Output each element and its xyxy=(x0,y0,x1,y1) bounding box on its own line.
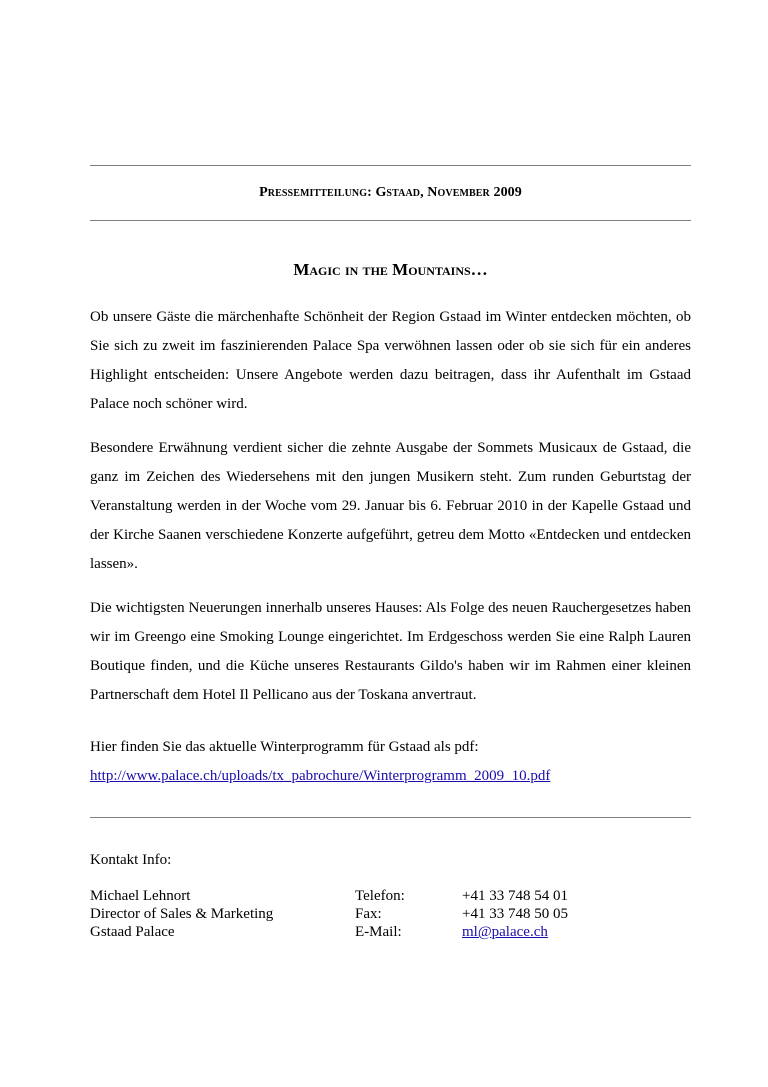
paragraph-intro: Ob unsere Gäste die märchenhafte Schönheit der Region Gstaad im Winter entdecken möchten, ob Sie sich zu zweit im faszinierenden Palace Spa verwöhnen lassen oder ob sie sich für ein anderes Highlight entscheiden: Unsere Angebote werden dazu beitragen, dass ihr Aufenthalt im Gstaad Palace noch schöner wird. xyxy=(90,309,691,412)
contact-row xyxy=(90,905,691,923)
pdf-intro-text: Hier finden Sie das aktuelle Winterprogramm für Gstaad als pdf: xyxy=(90,739,479,755)
paragraph-sommets-musicaux: Besondere Erwähnung verdient sicher die zehnte Ausgabe der Sommets Musicaux de Gstaad, die ganz im Zeichen des Wiedersehens mit den jungen Musikern steht. Zum runden Geburtstag der Veranstaltung werden in der Woche vom 29. Januar bis 6. Februar 2010 in der Kapelle Gstaad und der Kirche Saanen verschiedene Konzerte aufgeführt, getreu dem Motto «Entdecken und entdecken lassen». xyxy=(90,440,691,572)
contact-row xyxy=(90,887,691,905)
press-release-page xyxy=(90,0,691,1087)
contact-company: Gstaad Palace xyxy=(90,924,175,940)
fax-label: Fax: xyxy=(355,906,382,922)
email-label: E-Mail: xyxy=(355,924,402,940)
headline: Magic in the Mountains… xyxy=(293,260,488,279)
fax-value: +41 33 748 50 05 xyxy=(462,906,568,922)
contact-divider xyxy=(90,817,691,818)
pdf-section xyxy=(90,733,691,791)
top-divider xyxy=(90,165,691,166)
contact-row xyxy=(90,923,691,941)
header-divider xyxy=(90,220,691,221)
contact-title: Kontakt Info: xyxy=(90,852,172,868)
paragraph-news: Die wichtigsten Neuerungen innerhalb unseres Hauses: Als Folge des neuen Rauchergesetzes haben wir im Greengo eine Smoking Lounge eingerichtet. Im Erdgeschoss werden Sie eine Ralph Lauren Boutique finden, und die Küche unseres Restaurants Gildo's haben wir im Rahmen einer kleinen Partnerschaft dem Hotel Il Pellicano aus der Toskana anvertraut. xyxy=(90,600,691,703)
press-release-dateline: Pressemitteilung: Gstaad, November 2009 xyxy=(259,185,522,200)
contact-position: Director of Sales & Marketing xyxy=(90,906,274,922)
contact-details xyxy=(90,887,691,941)
winterprogramm-pdf-link[interactable]: http://www.palace.ch/uploads/tx_pabrochure/Winterprogramm_2009_10.pdf xyxy=(90,768,551,784)
contact-name: Michael Lehnort xyxy=(90,888,191,904)
phone-label: Telefon: xyxy=(355,888,405,904)
email-link[interactable]: ml@palace.ch xyxy=(462,924,548,940)
phone-value: +41 33 748 54 01 xyxy=(462,888,568,904)
